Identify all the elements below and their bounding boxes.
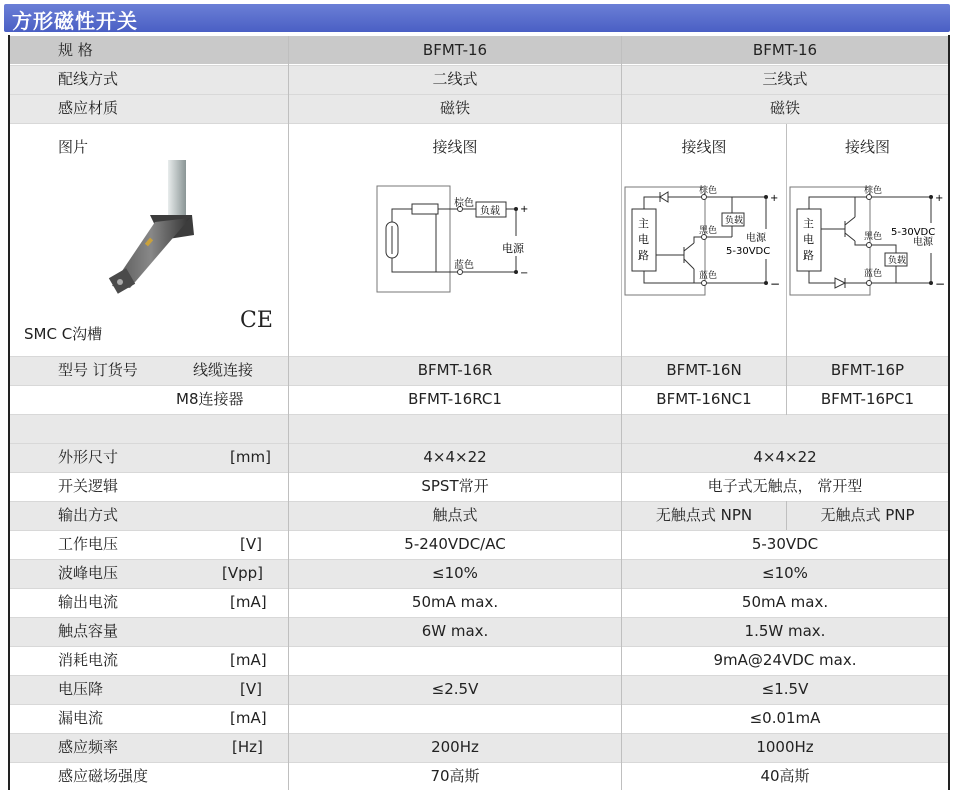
row-label: 工作电压 — [58, 535, 119, 553]
npn-brown: 棕色 — [699, 186, 718, 196]
two-wire-power: 电源 — [502, 242, 524, 255]
pnp-circuit: 电 — [803, 233, 814, 246]
pnp-power: 电源 — [913, 237, 933, 248]
row-col2: 50mA max. — [411, 593, 499, 611]
pnp-black: 黑色 — [864, 232, 883, 242]
row-unit: [mA] — [230, 651, 267, 669]
blank-row-bg — [8, 415, 950, 443]
row-label: 漏电流 — [58, 709, 104, 727]
npn-main: 主 — [638, 217, 649, 230]
pnp-load: 负载 — [888, 256, 907, 266]
npn-power: 电源 — [746, 233, 766, 244]
material-col2: 磁铁 — [439, 99, 470, 117]
row-col3: 1.5W max. — [744, 622, 826, 640]
model-sublabel-cable: 线缆连接 — [193, 361, 254, 379]
row-col3: 5-30VDC — [751, 535, 819, 553]
ce-mark: CE — [240, 308, 273, 333]
row-col2: 200Hz — [431, 738, 479, 756]
row-label: 感应磁场强度 — [58, 767, 149, 785]
sensor-image — [90, 160, 210, 310]
model-m8-col3b: BFMT-16PC1 — [820, 390, 915, 408]
row-col2: 触点式 — [432, 506, 478, 524]
row-col3: 9mA@24VDC max. — [713, 651, 857, 669]
row-label: 消耗电流 — [58, 651, 119, 669]
wiring-diagram-npn — [624, 183, 784, 299]
pnp-voltage: 5-30VDC — [891, 227, 936, 238]
row-col3b: 无触点式 PNP — [820, 506, 915, 524]
row-col3: 50mA max. — [741, 593, 829, 611]
picture-col3b: 接线图 — [844, 138, 890, 156]
two-wire-plus: + — [520, 204, 529, 215]
pnp-brown: 棕色 — [864, 186, 883, 196]
row-label: 输出电流 — [58, 593, 119, 611]
page-title: 方形磁性开关 — [12, 9, 138, 33]
wiring-diagram-two-wire — [376, 184, 536, 296]
row-col2: 6W max. — [421, 622, 489, 640]
row-col2: ≤2.5V — [431, 680, 479, 698]
wiring-diagram-pnp — [789, 183, 949, 299]
row-col3: 1000Hz — [756, 738, 814, 756]
svg-text:−: − — [770, 277, 781, 291]
npn-black: 黑色 — [699, 226, 718, 236]
row-unit: [V] — [240, 680, 262, 698]
row-label: 电压降 — [58, 680, 104, 698]
row-col3: ≤0.01mA — [749, 709, 821, 727]
row-col3: ≤1.5V — [761, 680, 809, 698]
row-col3a: 无触点式 NPN — [655, 506, 753, 524]
two-wire-blue: 蓝色 — [454, 260, 474, 271]
row-col2: SPST常开 — [421, 477, 489, 495]
picture-col3a: 接线图 — [681, 138, 727, 156]
two-wire-brown: 棕色 — [454, 198, 474, 209]
two-wire-load: 负载 — [480, 206, 500, 217]
row-col2: 5-240VDC/AC — [404, 535, 506, 553]
row-unit: [mA] — [230, 709, 267, 727]
picture-col2: 接线图 — [432, 138, 478, 156]
model-col3a: BFMT-16N — [666, 361, 742, 379]
row-unit: [Hz] — [232, 738, 263, 756]
svg-text:−: − — [935, 277, 946, 291]
wiring-col2: 二线式 — [432, 70, 478, 88]
pnp-blue: 蓝色 — [864, 269, 883, 279]
svg-text:+: + — [935, 193, 944, 204]
npn-path: 路 — [638, 249, 649, 262]
row-col3: 4×4×22 — [753, 448, 817, 466]
svg-text:+: + — [770, 193, 779, 204]
row-label: 输出方式 — [58, 506, 119, 524]
row-col2: ≤10% — [432, 564, 478, 582]
npn-voltage: 5-30VDC — [726, 246, 771, 257]
two-wire-minus: − — [520, 268, 529, 279]
wiring-col3: 三线式 — [762, 70, 808, 88]
spec-label: 规 格 — [58, 41, 93, 59]
npn-load: 负载 — [725, 216, 744, 226]
npn-blue: 蓝色 — [699, 271, 718, 281]
row-col3: 40高斯 — [760, 767, 810, 785]
model-m8-col2: BFMT-16RC1 — [408, 390, 502, 408]
row-label: 外形尺寸 — [58, 448, 119, 466]
picture-caption: SMC C沟槽 — [24, 325, 103, 343]
wiring-label: 配线方式 — [58, 70, 119, 88]
row-label: 开关逻辑 — [58, 477, 119, 495]
model-col3b: BFMT-16P — [830, 361, 905, 379]
spec-col2: BFMT-16 — [422, 41, 488, 59]
model-col2: BFMT-16R — [417, 361, 493, 379]
row-label: 感应频率 — [58, 738, 119, 756]
material-label: 感应材质 — [58, 99, 119, 117]
row-unit: [V] — [240, 535, 262, 553]
model-sublabel-m8: M8连接器 — [176, 390, 244, 408]
header — [0, 0, 957, 35]
pnp-main: 主 — [803, 217, 814, 230]
row-unit: [mA] — [230, 593, 267, 611]
model-label: 型号 订货号 — [58, 361, 138, 379]
row-col2: 4×4×22 — [423, 448, 487, 466]
pnp-path: 路 — [803, 249, 814, 262]
row-col3: 电子式无触点， 常开型 — [707, 477, 863, 495]
spec-col3: BFMT-16 — [752, 41, 818, 59]
npn-circuit: 电 — [638, 233, 649, 246]
row-col2: 70高斯 — [430, 767, 480, 785]
row-label: 波峰电压 — [58, 564, 119, 582]
model-m8-col3a: BFMT-16NC1 — [656, 390, 752, 408]
row-col3: ≤10% — [762, 564, 808, 582]
row-unit: [Vpp] — [222, 564, 264, 582]
picture-label: 图片 — [58, 138, 89, 156]
title-bar — [4, 4, 950, 32]
row-label: 触点容量 — [58, 622, 119, 640]
material-col3: 磁铁 — [769, 99, 800, 117]
row-unit: [mm] — [230, 448, 271, 466]
